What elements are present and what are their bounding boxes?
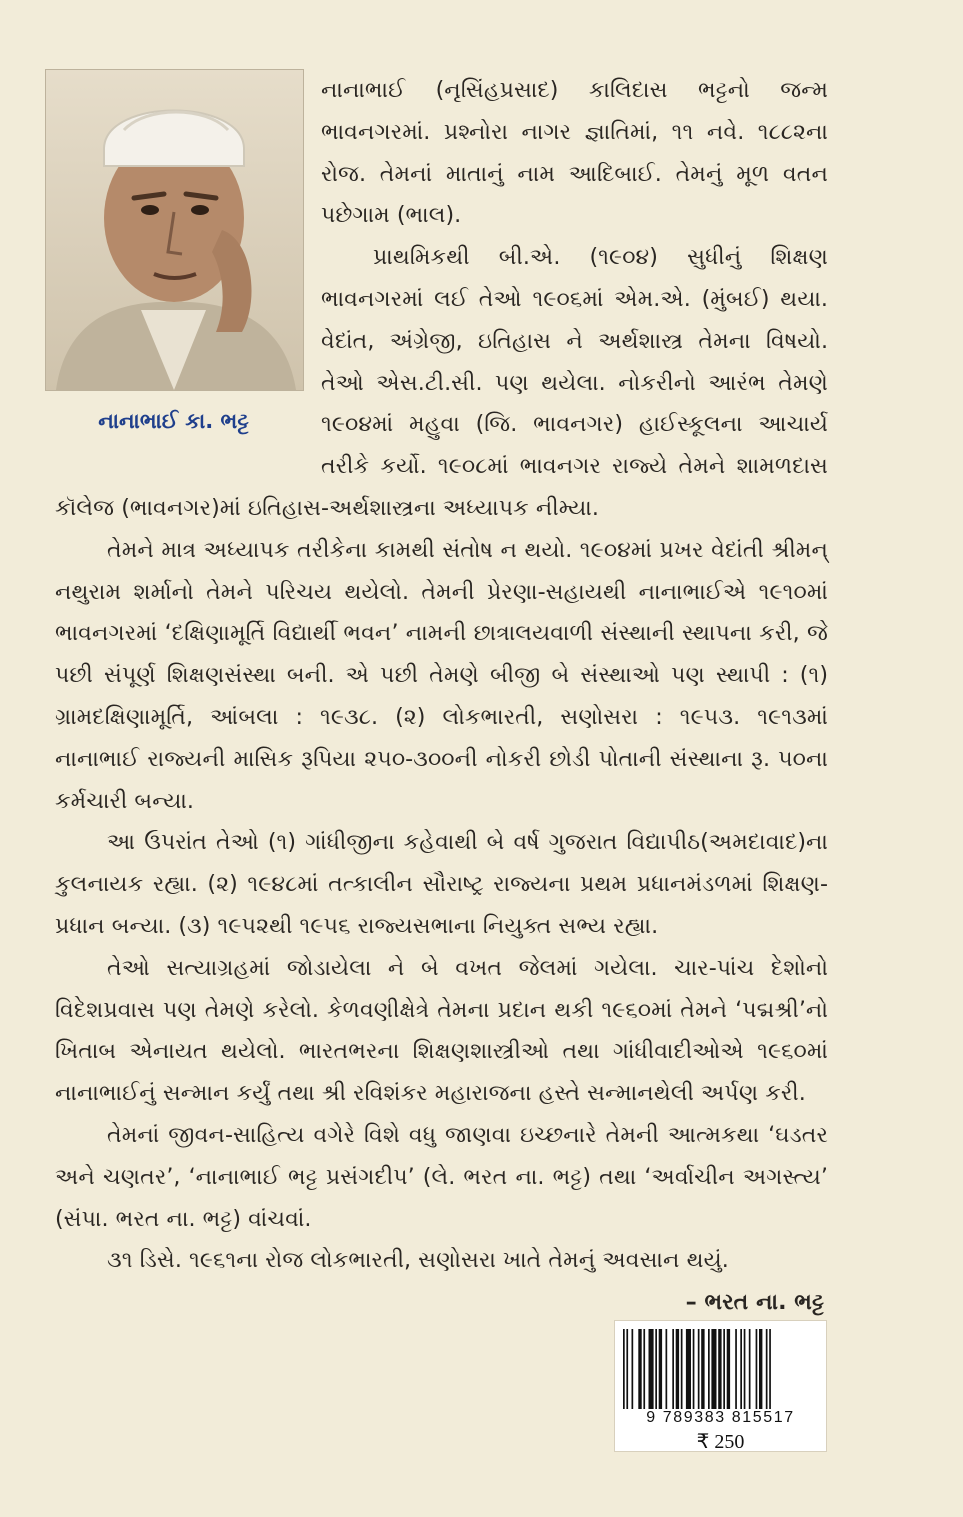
paragraph-positions: આ ઉપરાંત તેઓ (૧) ગાંધીજીના કહેવાથી બે વર્ષ ગુજરાત વિદ્યાપીઠ(અમદાવાદ)ના કુલનાયક રહ્યા. (૨) ૧૯૪૮માં તત્કાલીન સૌરાષ્ટ્ર રાજ્યના પ્રથમ પ્રધાનમંડળમાં શિક્ષણ- પ્રધાન બન્યા. (૩) ૧૯૫૨થી ૧૯૫૬ રાજ્યસભાના નિયુક્ત સભ્ય રહ્યા. [55,829,828,939]
photo-spacer [55,70,321,447]
barcode-stripe [676,1329,679,1409]
barcode-stripe [655,1329,657,1409]
barcode-stripe [766,1329,768,1409]
barcode-label [614,1320,827,1452]
barcode-stripe [727,1329,730,1409]
barcode-stripe [718,1329,721,1409]
paragraph-honours: તેઓ સત્યાગ્રહમાં જોડાયેલા ને બે વખત જેલમાં ગયેલા. ચાર-પાંચ દેશોનો વિદેશપ્રવાસ પણ તેમણે કરેલો. કેળવણીક્ષેત્રે તેમના પ્રદાન થકી ૧૯૬૦માં તેમને ‘પદ્મશ્રી’નો ખિતાબ એનાયત થયેલો. ભારતભરના શિક્ષણશાસ્ત્રીઓ તથા ગાંધીવાદીઓએ ૧૯૬૦માં નાનાભાઈનું સન્માન કર્યું તથા શ્રી રવિશંકર મહારાજના હસ્તે સન્માનથેલી અર્પણ કરી. [55,954,828,1107]
barcode-stripe [698,1329,700,1409]
barcode-stripe [749,1329,751,1409]
paragraph-further-reading: તેમનાં જીવન-સાહિત્ય વગેરે વિશે વધુ જાણવા ઇચ્છનારે તેમની આત્મકથા ‘ઘડતર અને ચણતર’, ‘નાનાભાઈ ભટ્ટ પ્રસંગદીપ’ (લે. ભરત ના. ભટ્ટ) તથા ‘અર્વાચીન અગસ્ત્ય’ (સંપા. ભરત ના. ભટ્ટ) વાંચવાં. [55,1121,828,1232]
barcode-stripe [659,1329,662,1409]
barcode-stripe [672,1329,674,1409]
barcode-stripe [735,1329,737,1409]
barcode-stripe [723,1329,725,1409]
barcode-stripe [681,1329,683,1409]
barcode-stripe [623,1329,625,1409]
barcode-stripe [693,1329,695,1409]
barcode-stripe [643,1329,645,1409]
price-label: ₹ 250 [696,1431,745,1453]
photo-caption: નાનાભાઈ કા. ભટ્ટ [98,409,249,433]
barcode-stripe [756,1329,758,1409]
barcode-stripe [759,1329,762,1409]
barcode-stripe [632,1329,634,1409]
barcode-stripe [711,1329,716,1409]
paragraph-education: પ્રાથમિકથી બી.એ. (૧૯૦૪) સુધીનું શિક્ષણ ભાવનગરમાં લઈ તેઓ ૧૯૦૬માં એમ.એ. (મુંબઈ) થયા. વેદાંત, અંગ્રેજી, ઇતિહાસ ને અર્થશાસ્ત્ર તેમના વિષયો. તેઓ એસ.ટી.સી. પણ થયેલા. નોકરીનો આરંભ તેમણે ૧૯૦૪માં મહુવા (જિ. ભાવનગર) હાઈસ્કૂલના આચાર્ય તરીકે કર્યો. ૧૯૦૮માં ભાવનગર રાજ્યે તેમને શામળદાસ કૉલેજ (ભાવનગર)માં ઇતિહાસ-અર્થશાસ્ત્રના અધ્યાપક નીમ્યા. [55,244,828,521]
paragraph-institutions: તેમને માત્ર અધ્યાપક તરીકેના કામથી સંતોષ ન થયો. ૧૯૦૪માં પ્રખર વેદાંતી શ્રીમન્ નથુરામ શર્માનો તેમને પરિચય થયેલો. તેમની પ્રેરણા-સહાયથી નાનાભાઈએ ૧૯૧૦માં ભાવનગરમાં ‘દક્ષિણામૂર્તિ વિદ્યાર્થી ભવન’ નામની છાત્રાલયવાળી સંસ્થાની સ્થાપના કરી, જે પછી સંપૂર્ણ શિક્ષણસંસ્થા બની. એ પછી તેમણે બીજી બે સંસ્થાઓ પણ સ્થાપી : (૧) ગ્રામદક્ષિણામૂર્તિ, આંબલા : ૧૯૩૮. (૨) લોકભારતી, સણોસરા : ૧૯૫૩. ૧૯૧૩માં નાનાભાઈ રાજ્યની માસિક રૂપિયા ૨૫૦-૩૦૦ની નોકરી છોડી પોતાની સંસ્થાના રૂ. ૫૦ના કર્મચારી બન્યા. [55,536,828,814]
barcode-stripe [649,1329,654,1409]
barcode-bars [623,1329,818,1409]
barcode-stripe [666,1329,668,1409]
isbn-number: 9 789383 815517 [646,1409,795,1426]
paragraph-birth: નાનાભાઈ (નૃસિંહપ્રસાદ) કાલિદાસ ભટ્ટનો જન્મ ભાવનગરમાં. પ્રશ્નોરા નાગર જ્ઞાતિમાં, ૧૧ નવે. ૧૮૮૨ના રોજ. તેમનાં માતાનું નામ આદિબાઈ. તેમનું મૂળ વતન પછેગામ (ભાલ). [321,77,828,229]
barcode-stripe [769,1329,771,1409]
author-signature: – ભરત ના. ભટ્ટ [685,1289,824,1316]
barcode-stripe [701,1329,704,1409]
barcode-stripe [708,1329,710,1409]
paragraph-death: ૩૧ ડિસે. ૧૯૬૧ના રોજ લોકભારતી, સણોસરા ખાતે તેમનું અવસાન થયું. [107,1247,729,1274]
barcode-stripe [686,1329,691,1409]
barcode-stripe [740,1329,742,1409]
biography-text [55,70,828,1324]
barcode-stripe [638,1329,641,1409]
barcode-stripe [744,1329,746,1409]
barcode-stripe [626,1329,628,1409]
